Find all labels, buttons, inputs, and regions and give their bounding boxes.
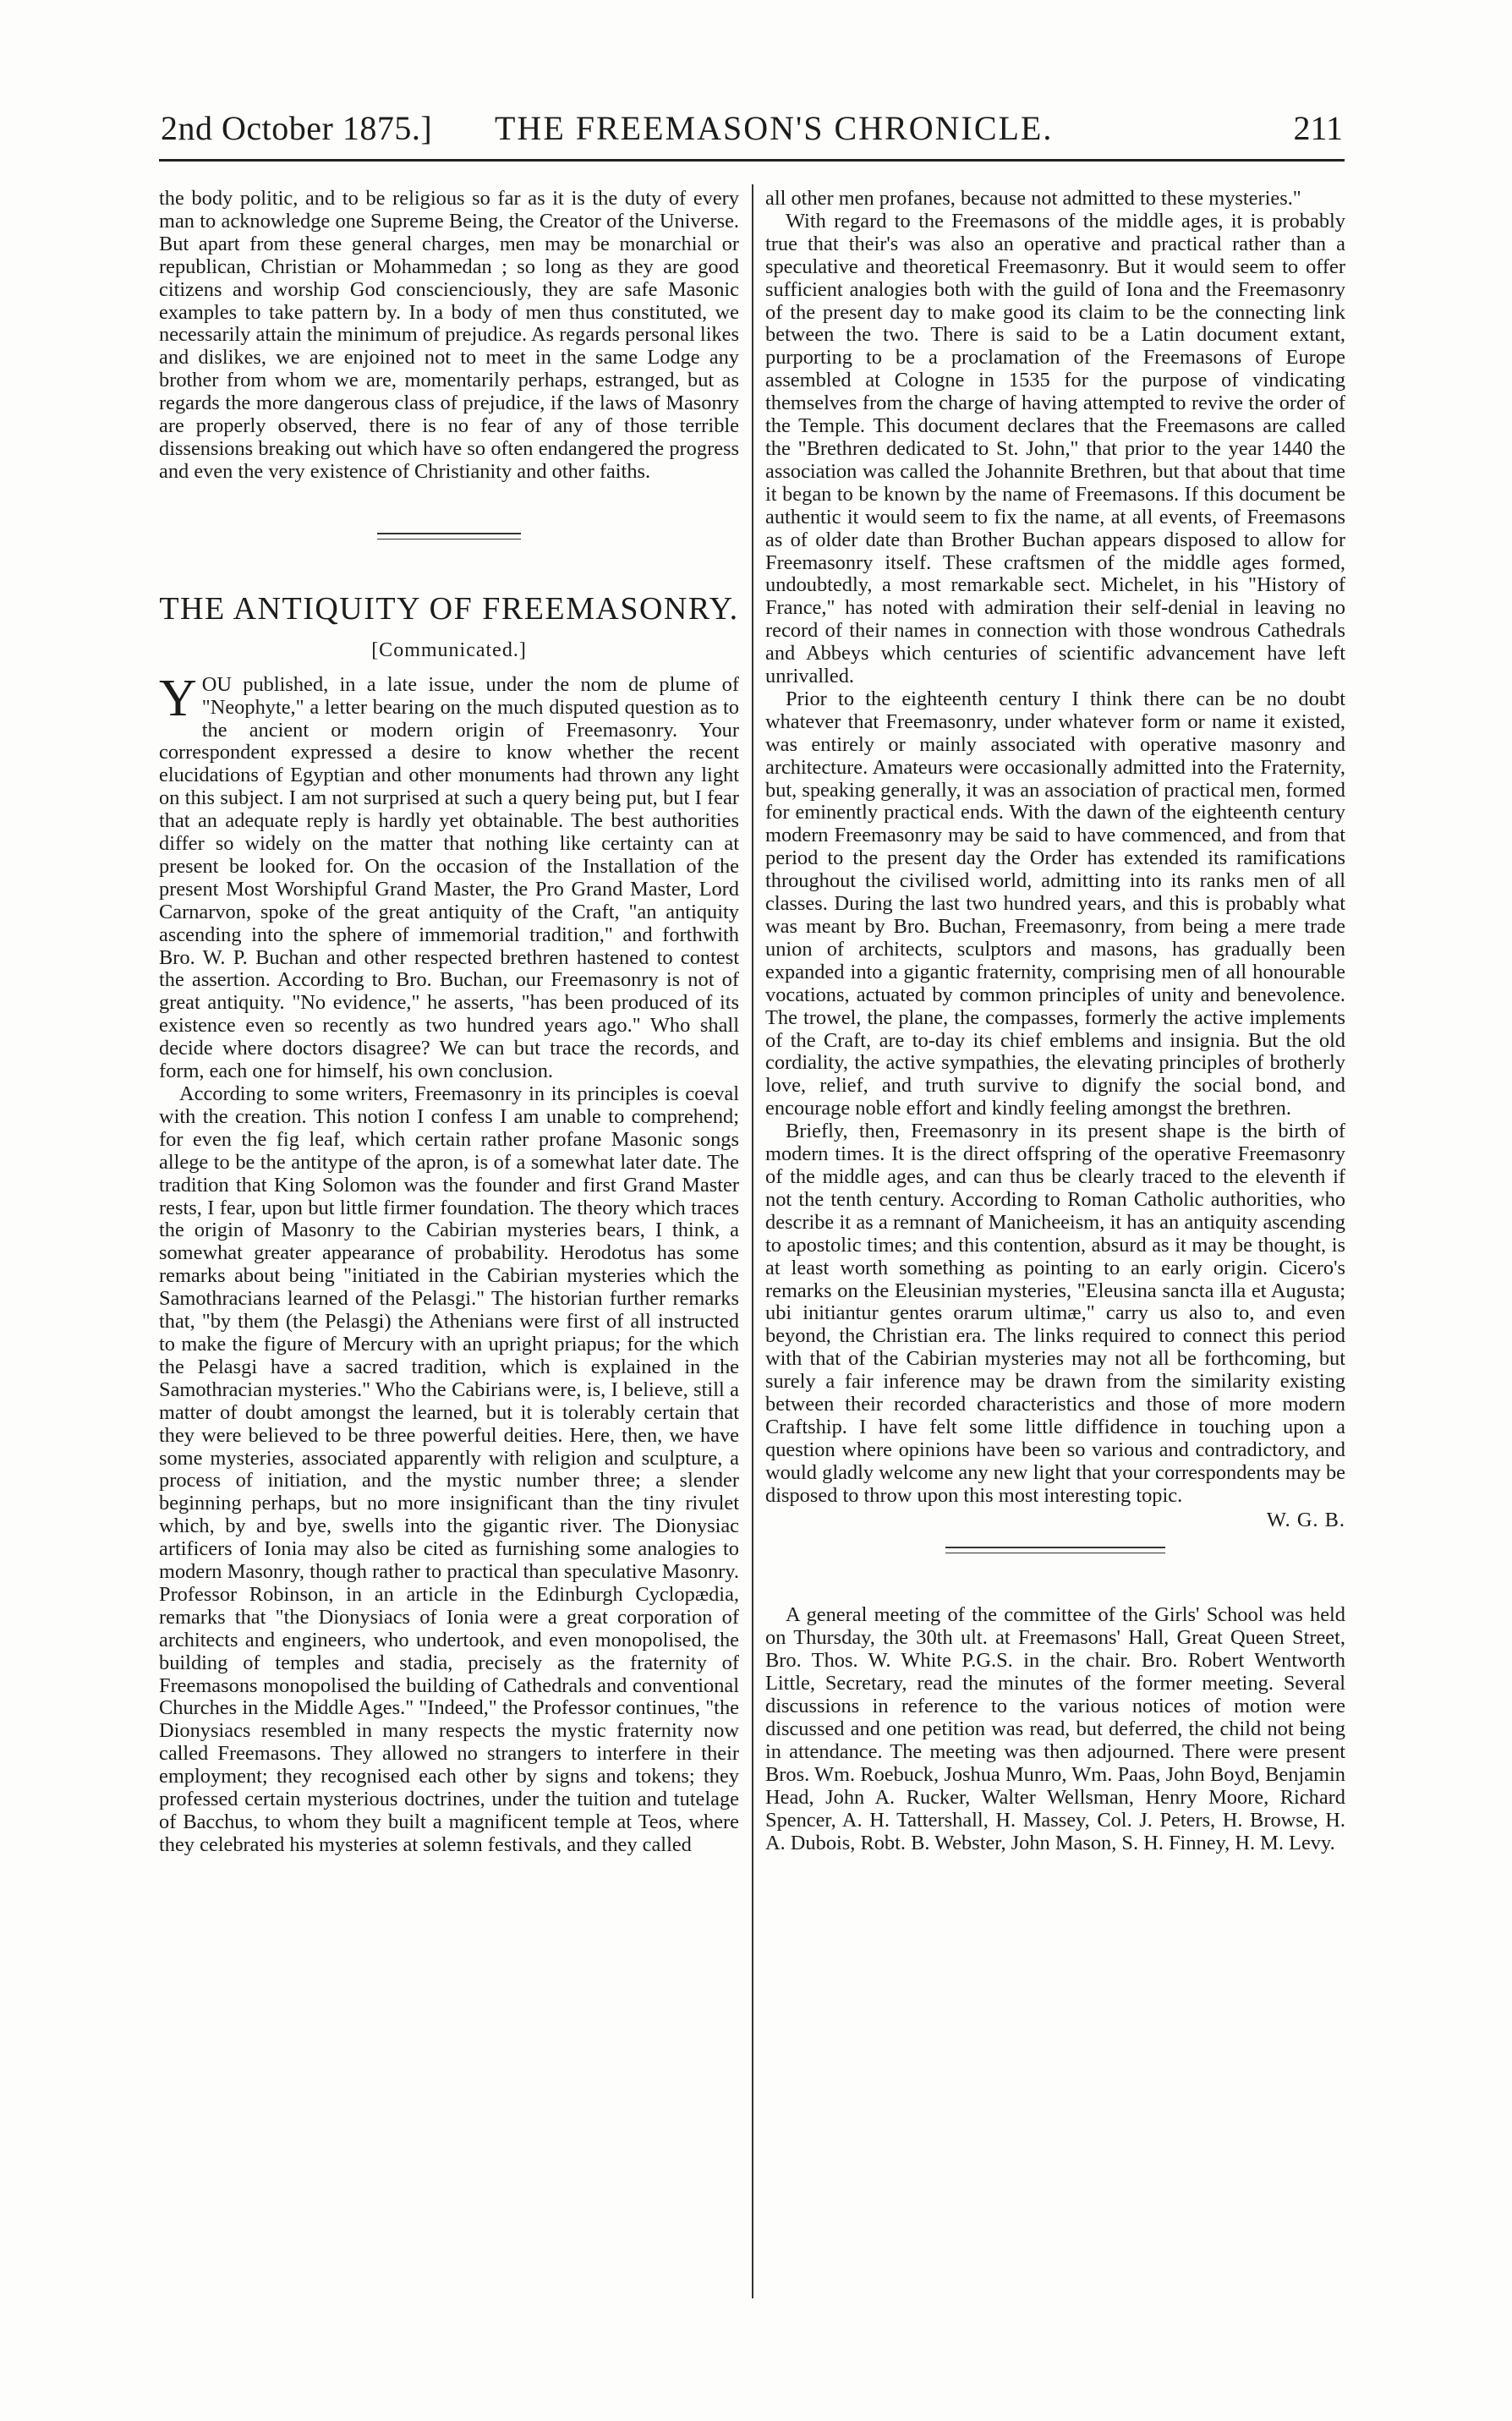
issue-date: 2nd October 1875.]: [161, 109, 433, 147]
meeting-notice: A general meeting of the committee of the Girls' School was held on Thursday, the 30th ult. at Freemasons' Hall, Great Queen Street, Bro. Thos. W. White P.G.S. in the chair. Bro. Robert Wentworth Little, Secretary, read the minutes of the former meeting. Several discussions in reference to the various notices of motion were discussed and one petition was read, but deferred, the child not being in attendance. The meeting was then adjourned. There were present Bros. Wm. Roebuck, Joshua Munro, Wm. Paas, John Boyd, Benjamin Head, John A. Rucker, Walter Wellsman, Henry Moore, Richard Spencer, A. H. Tattershall, H. Massey, Col. J. Peters, H. Browse, H. A. Dubois, Robt. B. Webster, John Mason, S. H. Finney, H. M. Levy.: [765, 1603, 1345, 1854]
column-rule: [752, 184, 753, 2298]
page-number: 211: [1293, 109, 1343, 147]
publication-title: THE FREEMASON'S CHRONICLE.: [495, 109, 1054, 147]
page-header: [161, 108, 1343, 159]
continued-paragraph: the body politic, and to be religious so far as it is the duty of every man to acknowledge one Supreme Being, the Creator of the Universe. But apart from these general charges, men may be monarchial or republican, Christian or Mohammedan ; so long as they are good citizens and worship God conscienciously, they are safe Masonic examples to take pattern by. In a body of men thus constituted, we necessarily attain the minimum of prejudice. As regards personal likes and dislikes, we are enjoined not to meet in the same Lodge any brother from whom we are, momentarily perhaps, estranged, but as regards the more dangerous class of prejudice, if the laws of Masonry are properly observed, there is no fear of any of those terrible dissensions breaking out which have so often endangered the progress and even the very existence of Christianity and other faiths.: [159, 187, 739, 483]
article-paragraph: Prior to the eighteenth century I think there can be no doubt whatever that Freemasonry, under whatever form or name it existed, was entirely or mainly associated with operative masonry and architecture. Amateurs were occasionally admitted into the Fraternity, but, speaking generally, it was an association of practical men, formed for eminently practical ends. With the dawn of the eighteenth century modern Freemasonry may be said to have commenced, and from that period to the present day the Order has extended its ramifications throughout the civilised world, admitting into its ranks men of all classes. During the last two hundred years, and this is probably what was meant by Bro. Buchan, Freemasonry, from being a mere trade union of architects, sculptors and masons, has gradually been expanded into a gigantic fraternity, comprising men of all honourable vocations, actuated by common principles of unity and benevolence. The trowel, the plane, the compasses, formerly the active implements of the Craft, are to-day its chief emblems and insignia. But the old cordiality, the active sympathies, the elevating principles of brotherly love, relief, and truth survive to dignify the social bond, and encourage noble effort and kindly feeling amongst the brethren.: [765, 687, 1345, 1120]
article-paragraph: With regard to the Freemasons of the middle ages, it is probably true that their's was also an operative and practical rather than a speculative and theoretical Freemasonry. But it would seem to offer sufficient analogies both with the guild of Iona and the Freemasonry of the present day to make good its claim to be the connecting link between the two. There is said to be a Latin document extant, purporting to be a proclamation of the Freemasons of Europe assembled at Cologne in 1535 for the purpose of vindicating themselves from the charge of having attempted to revive the order of the Temple. This document declares that the Freemasons are called the "Brethren dedicated to St. John," that prior to the year 1440 the association was called the Johannite Brethren, but that about that time it began to be known by the name of Freemasons. If this document be authentic it would seem to fix the name, at all events, of Freemasons as of older date than Brother Buchan appears disposed to allow for Freemasonry itself. These craftsmen of the middle ages formed, undoubtedly, a most remarkable sect. Michelet, in his "History of France," has noted with admiration their self-denial in leaving no record of their names in connection with those wondrous Cathedrals and Abbeys which centuries of scientific advancement have left unrivalled.: [765, 209, 1345, 688]
paragraph-text: OU published, in a late issue, under the nom de plume of "Neophyte," a letter bearing on the much disputed question as to the ancient or modern origin of Freemasonry. Your correspondent expressed a desire to know whether the recent elucidations of Egyptian and other monuments had thrown any light on this subject. I am not surprised at such a query being put, but I fear that an adequate reply is hardly yet obtainable. The best authorities differ so widely on the matter that nothing like certainty can at present be looked for. On the occasion of the Installation of the present Most Worshipful Grand Master, the Pro Grand Master, Lord Carnarvon, spoke of the great antiquity of the Craft, "an antiquity ascending into the sphere of immemorial tradition," and forthwith Bro. W. P. Buchan and other respected brethren hastened to contest the assertion. According to Bro. Buchan, our Freemasonry is not of great antiquity. "No evidence," he asserts, "has been produced of its existence even so recently as two hundred years ago." Who shall decide where doctors disagree? We can but trace the records, and form, each one for himself, his own conclusion.: [159, 672, 739, 1083]
header-rule: [159, 159, 1345, 162]
article-title: THE ANTIQUITY OF FREEMASONRY.: [159, 590, 739, 627]
article-paragraph: According to some writers, Freemasonry in its principles is coeval with the creation. This notion I confess I am unable to comprehend; for even the fig leaf, which certain rather profane Masonic songs allege to be the antitype of the apron, is of a somewhat later date. The tradition that King Solomon was the founder and first Grand Master rests, I fear, upon but little firmer foundation. The theory which traces the origin of Masonry to the Cabirian mysteries bears, I think, a somewhat greater appearance of probability. Herodotus has some remarks about being "initiated in the Cabirian mysteries which the Samothracians learned of the Pelasgi." The historian further remarks that, "by them (the Pelasgi) the Athenians were first of all instructed to make the figure of Mercury with an upright priapus; for the which the Pelasgi have a sacred tradition, which is explained in the Samothracian mysteries." Who the Cabirians were, is, I believe, still a matter of doubt amongst the learned, but it is tolerably certain that they were believed to be three powerful deities. Here, then, we have some mysteries, associated apparently with religion and sculpture, a process of initiation, and the mystic number three; a slender beginning perhaps, but no more insignificant than the tiny rivulet which, by and bye, swells into the gigantic river. The Dionysiac artificers of Ionia may also be cited as furnishing some analogies to modern Masonry, though rather to practical than speculative Masonry. Professor Robinson, in an article in the Edinburgh Cyclopædia, remarks that "the Dionysiacs of Ionia were a great corporation of architects and engineers, who undertook, and even monopolised, the building of temples and stadia, precisely as the fraternity of Freemasons monopolised the building of Cathedrals and conventional Churches in the Middle Ages." "Indeed," the Professor continues, "the Dionysiacs resembled in many respects the mystic fraternity now called Freemasons. They allowed no strangers to interfere in their employment; they recognised each other by signs and tokens; they professed certain mysterious doctrines, under the tuition and tutelage of Bacchus, to whom they built a magnificent temple at Teos, where they celebrated his mysteries at solemn festivals, and they called: [159, 1082, 739, 1856]
spacer: [765, 1553, 1345, 1604]
article-paragraph: Briefly, then, Freemasonry in its present shape is the birth of modern times. It is the direct offspring of the operative Freemasonry of the middle ages, and can thus be clearly traced to the eleventh if not the tenth century. According to Roman Catholic authorities, who describe it as a remnant of Manicheeism, it has an antiquity ascending to apostolic times; and this contention, absurd as it may be thought, is at least worth something as pointing to an early origin. Cicero's remarks on the Eleusinian mysteries, "Eleusina sancta illa et Augusta; ubi initiantur gentes orarum ultimæ," carry us also to, and even beyond, the Christian era. The links required to connect this period with that of the Cabirian mysteries may not all be forthcoming, but surely a fair inference may be drawn from the similarity existing between their recorded characteristics and those of more modern Craftship. I have felt some little diffidence in touching upon a question where opinions have been so various and contradictory, and would gladly welcome any new light that your correspondents may be disposed to throw upon this most interesting topic.: [765, 1120, 1345, 1507]
article-subtitle: [Communicated.]: [371, 638, 527, 661]
article-paragraph: [159, 669, 739, 1083]
left-column: [159, 188, 739, 2336]
author-signature: W. G. B.: [1266, 1508, 1345, 1531]
article-paragraph: all other men profanes, because not admitted to these mysteries.": [765, 187, 1301, 210]
right-column: [765, 188, 1345, 2336]
section-divider: [377, 533, 521, 540]
drop-cap: Y: [159, 669, 197, 727]
section-divider: [945, 1547, 1165, 1553]
